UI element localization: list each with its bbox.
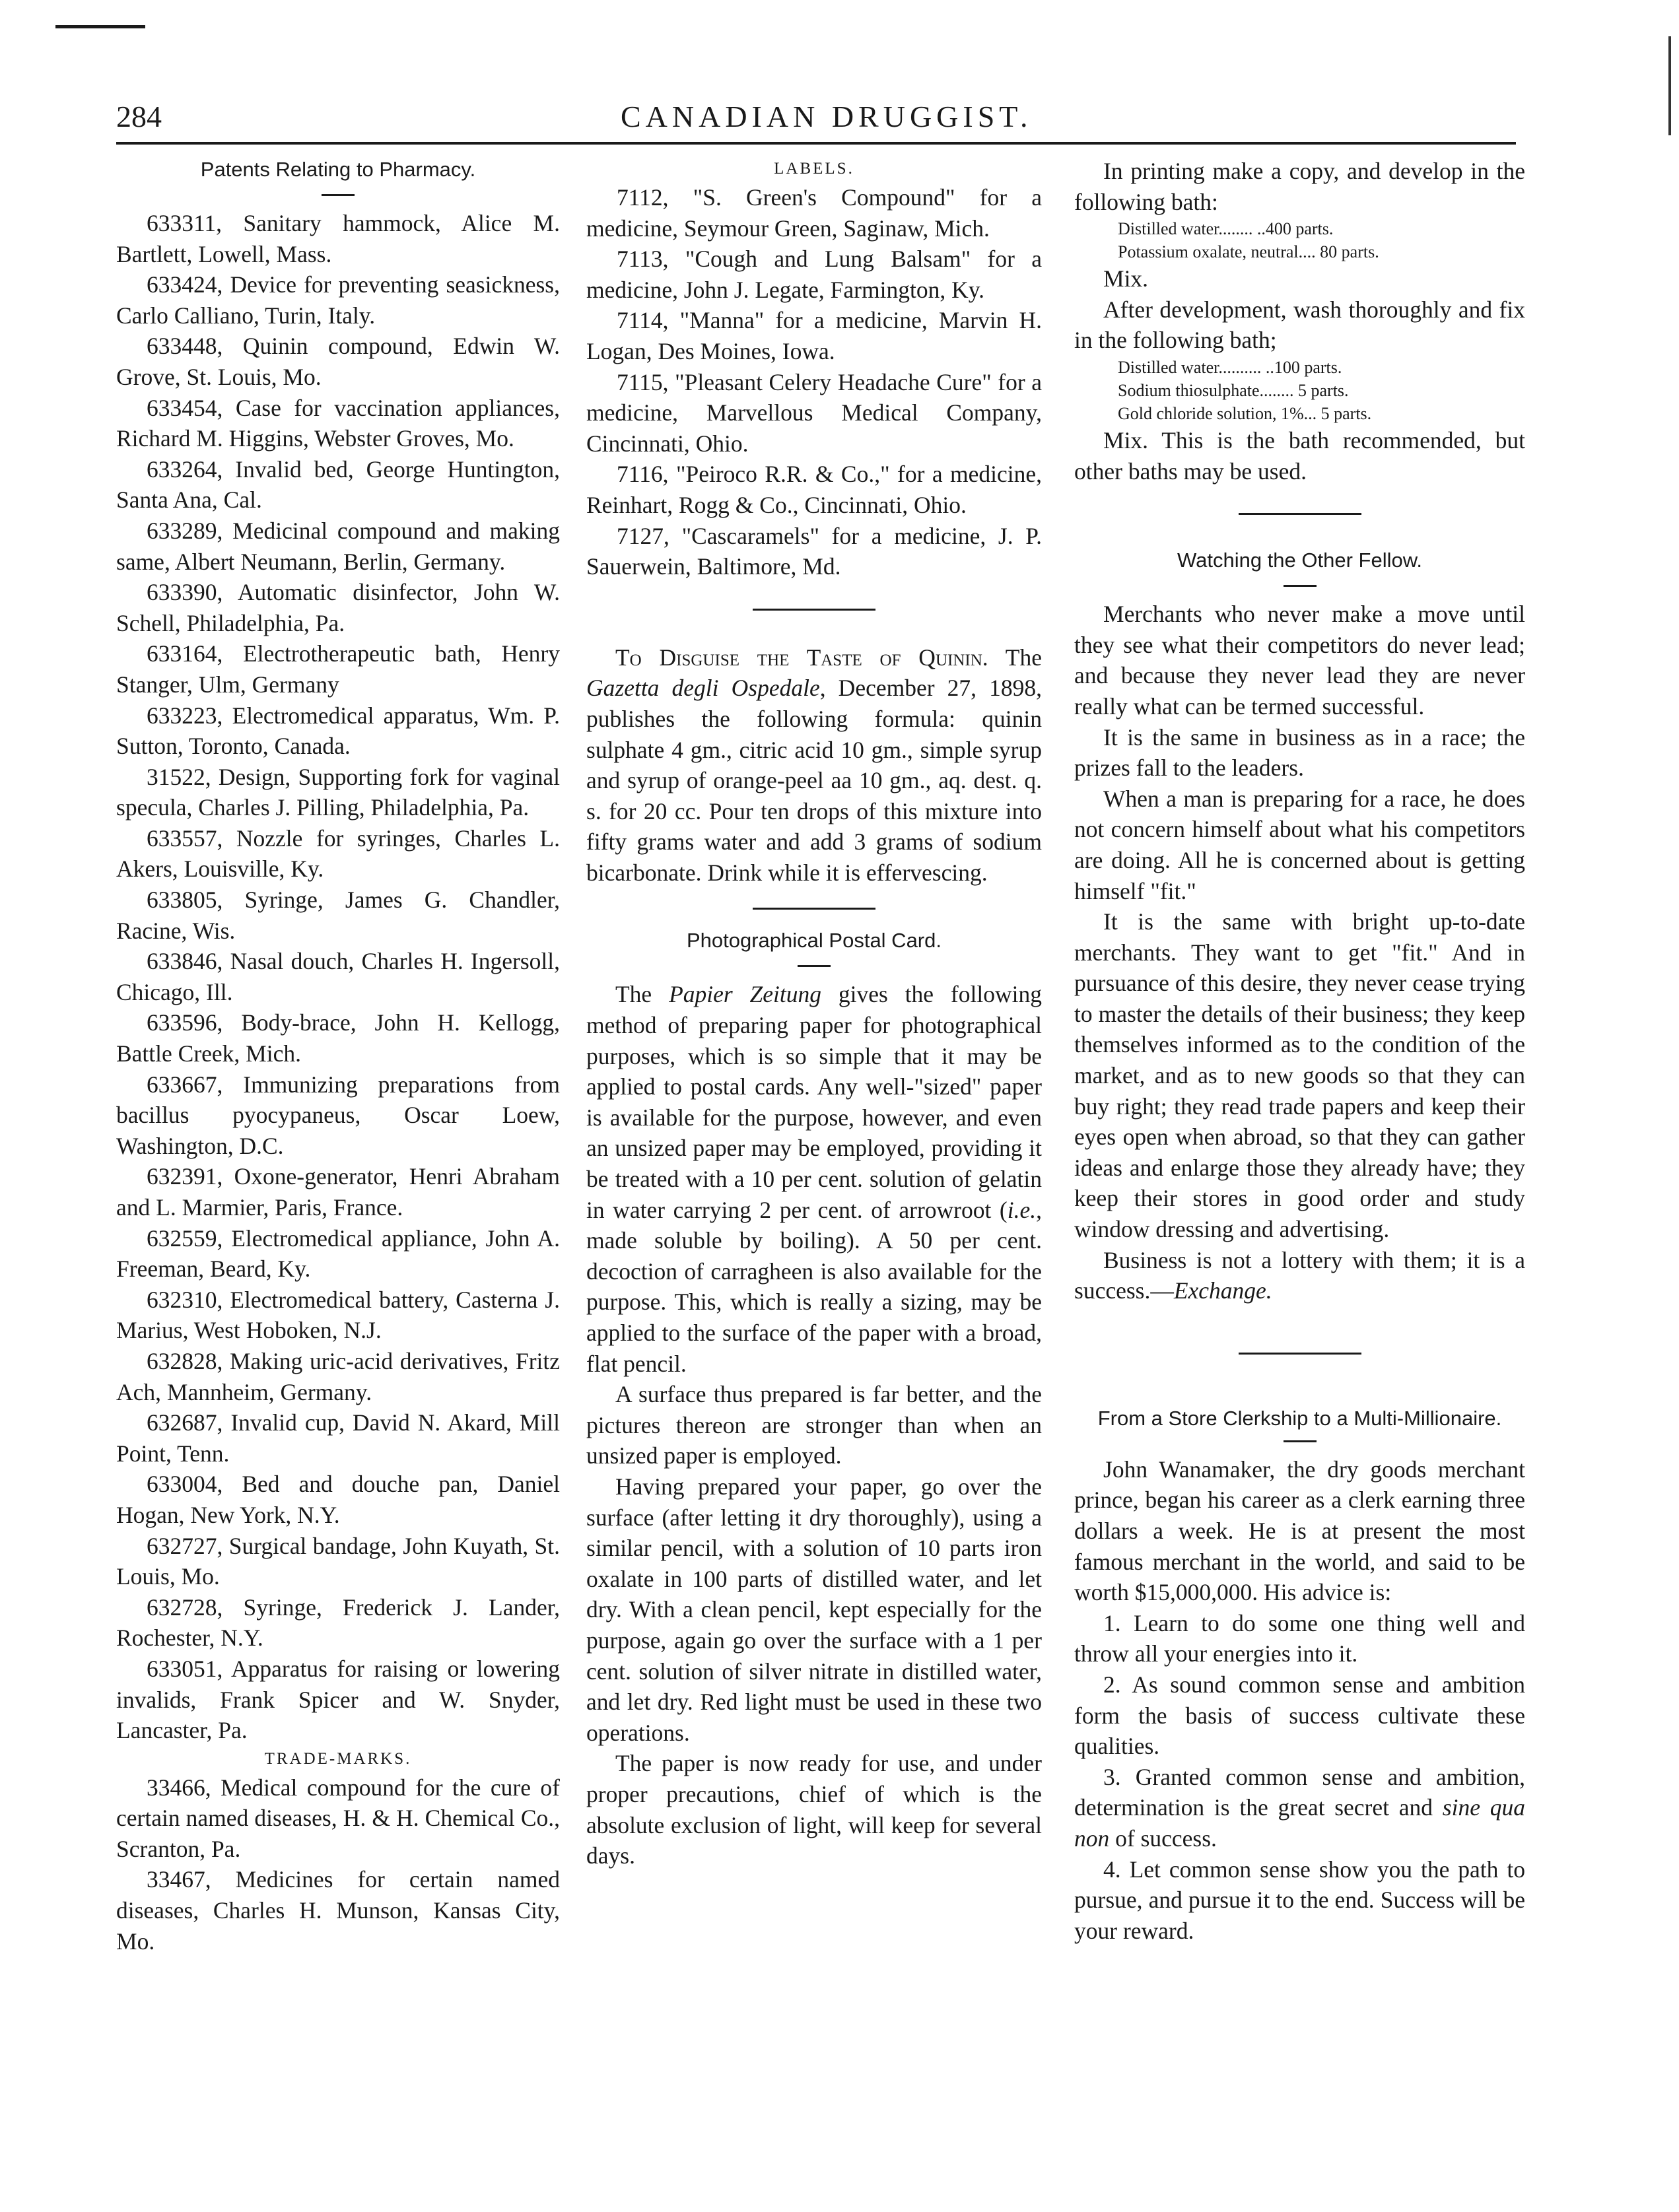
recipe-line: Sodium thiosulphate........ 5 parts. xyxy=(1118,380,1349,400)
advice-3-italic: sine qua non xyxy=(1074,1794,1525,1852)
quinin-paragraph xyxy=(586,642,1042,888)
patent-entry: 632828, Making uric-acid derivatives, Fritz Ach, Mannheim, Germany. xyxy=(116,1347,560,1405)
patent-entry: 633390, Automatic disinfector, John W. Schell, Philadelphia, Pa. xyxy=(116,579,560,636)
mix-1: Mix. xyxy=(1103,265,1149,292)
patent-entry: 633805, Syringe, James G. Chandler, Racine, Wis. xyxy=(116,887,560,944)
column-1 xyxy=(116,156,560,1957)
postal-paragraph-3: Having prepared your paper, go over the surface (after letting it dry thoroughly), using a similar pencil, with a solution of 10 parts iron oxalate in 100 parts of distilled water, and let dry. With a clean pencil, kept especially for the purpose, again go over the surface with a 1 per cent. solution of silver nitrate in distilled water, and let dry. Red light must be used in these two operations. xyxy=(586,1473,1042,1746)
quinin-publication: Gazetta degli Ospedale xyxy=(586,675,820,702)
patent-entry: 633264, Invalid bed, George Huntington, Santa Ana, Cal. xyxy=(116,455,560,514)
patent-entry: 632310, Electromedical battery, Casterna J. Marius, West Hoboken, N.J. xyxy=(116,1286,560,1344)
patent-entry: 633596, Body-brace, John H. Kellogg, Battle Creek, Mich. xyxy=(116,1009,560,1067)
advice-1: 1. Learn to do some one thing well and throw all your energies into it. xyxy=(1074,1609,1525,1667)
postal-heading: Photographical Postal Card. xyxy=(686,929,942,953)
patent-entry: 633846, Nasal douch, Charles H. Ingersoll, Chicago, Ill. xyxy=(116,948,560,1005)
watching-paragraph-4: It is the same with bright up-to-date merchants. They want to get "fit." And in pursuance of this desire, they never cease trying to master the details of their business; they keep themselves informed as to the condition of the market, and as to new goods so that they can buy right; they read trade papers and keep their eyes open when abroad, so that they can gather ideas and enlarge those they already have; they keep their stores in good order and study window dressing and advertising. xyxy=(1074,908,1525,1243)
label-entry: 7114, "Manna" for a medicine, Marvin H. Logan, Des Moines, Iowa. xyxy=(586,307,1042,364)
fix-bath-recipe xyxy=(1074,356,1525,425)
column-2 xyxy=(586,156,1042,1871)
mix-2: Mix. This is the bath recommended, but other baths may be used. xyxy=(1074,426,1525,485)
patent-entry: 633164, Electrotherapeutic bath, Henry Stanger, Ulm, Germany xyxy=(116,640,560,698)
trademark-entry: 33466, Medical compound for the cure of certain named diseases, H. & H. Chemical Co., Scranton, Pa. xyxy=(116,1774,560,1862)
header-rule xyxy=(116,142,1516,145)
postal-publication: Papier Zeitung xyxy=(669,981,822,1008)
patent-entry: 632727, Surgical bandage, John Kuyath, St. Louis, Mo. xyxy=(116,1532,560,1590)
advice-3 xyxy=(1074,1762,1525,1854)
label-entry: 7112, "S. Green's Compound" for a medicine, Seymour Green, Saginaw, Mich. xyxy=(586,184,1042,242)
watching-paragraph-2: It is the same in business as in a race; the prizes fall to the leaders. xyxy=(1074,723,1525,782)
printing-intro: In printing make a copy, and develop in the following bath: xyxy=(1074,158,1525,215)
patent-entry: 633448, Quinin compound, Edwin W. Grove, St. Louis, Mo. xyxy=(116,333,560,390)
patent-entry: 632687, Invalid cup, David N. Akard, Mill Point, Tenn. xyxy=(116,1409,560,1467)
patents-heading: Patents Relating to Pharmacy. xyxy=(200,158,476,181)
postal-p1-pre: The xyxy=(615,981,669,1008)
postal-paragraph-1 xyxy=(586,979,1042,1379)
section-rule xyxy=(753,609,875,611)
patent-entry: 632559, Electromedical appliance, John A. Freeman, Beard, Ky. xyxy=(116,1224,560,1283)
patent-entry: 31522, Design, Supporting fork for vaginal specula, Charles J. Pilling, Philadelphia, Pa. xyxy=(116,763,560,821)
after-development: After development, wash thoroughly and fix in the following bath; xyxy=(1074,296,1525,354)
labels-heading: LABELS. xyxy=(774,160,854,178)
wanamaker-heading: From a Store Clerkship to a Multi-Millionaire. xyxy=(1097,1406,1502,1430)
section-rule xyxy=(1239,513,1361,515)
label-entry: 7127, "Cascaramels" for a medicine, J. P. Sauerwein, Baltimore, Md. xyxy=(586,522,1042,580)
patent-entry: 633424, Device for preventing seasickness, Carlo Calliano, Turin, Italy. xyxy=(116,271,560,329)
patent-entry: 633223, Electromedical apparatus, Wm. P. Sutton, Toronto, Canada. xyxy=(116,702,560,760)
section-rule xyxy=(1239,1353,1361,1355)
patent-entry: 633051, Apparatus for raising or lowering invalids, Frank Spicer and W. Snyder, Lancaster, Pa. xyxy=(116,1655,560,1744)
quinin-text-pre: The xyxy=(988,644,1042,671)
advice-3-post: of success. xyxy=(1109,1825,1217,1852)
patent-entry: 633289, Medicinal compound and making same, Albert Neumann, Berlin, Germany. xyxy=(116,517,560,575)
postal-p1-b: , made soluble by boiling). A 50 per cent. decoction of carragheen is also available for the purpose. This, which is really a sizing, may be applied to the surface of the paper with a broad, flat pencil. xyxy=(586,1196,1042,1377)
advice-3-pre: 3. Granted common sense and ambition, determination is the great secret and xyxy=(1074,1763,1525,1821)
heading-dash xyxy=(322,194,355,196)
advice-4: 4. Let common sense show you the path to pursue, and pursue it to the end. Success will be your reward. xyxy=(1074,1856,1525,1944)
postal-paragraph-2: A surface thus prepared is far better, and the pictures thereon are stronger than when an unsized paper is employed. xyxy=(586,1381,1042,1469)
wanamaker-paragraph: John Wanamaker, the dry goods merchant prince, began his career as a clerk earning three dollars a week. He is at present the most famous merchant in the world, and said to be worth $15,000,000. His advice is: xyxy=(1074,1456,1525,1606)
patent-entry: 632728, Syringe, Frederick J. Lander, Rochester, N.Y. xyxy=(116,1593,560,1652)
advice-2: 2. As sound common sense and ambition form the basis of success cultivate these qualities. xyxy=(1074,1671,1525,1760)
quinin-title: To Disguise the Taste of Quinin. xyxy=(615,644,988,671)
trademark-entry: 33467, Medicines for certain named diseases, Charles H. Munson, Kansas City, Mo. xyxy=(116,1866,560,1955)
section-rule xyxy=(753,908,875,910)
recipe-line: Gold chloride solution, 1%... 5 parts. xyxy=(1118,403,1372,423)
heading-dash xyxy=(1284,1440,1317,1442)
watching-paragraph-5 xyxy=(1074,1245,1525,1306)
recipe-line: Potassium oxalate, neutral.... 80 parts. xyxy=(1118,242,1379,262)
recipe-line: Distilled water........ ..400 parts. xyxy=(1118,219,1334,239)
develop-bath-recipe xyxy=(1074,217,1525,263)
patent-entry: 633311, Sanitary hammock, Alice M. Bartlett, Lowell, Mass. xyxy=(116,210,560,267)
postal-ie: i.e. xyxy=(1007,1196,1037,1223)
patent-entry: 633004, Bed and douche pan, Daniel Hogan, New York, N.Y. xyxy=(116,1471,560,1528)
heading-dash xyxy=(798,965,831,967)
top-left-rule xyxy=(55,25,145,28)
trademarks-heading: TRADE-MARKS. xyxy=(264,1749,412,1768)
label-entry: 7115, "Pleasant Celery Headache Cure" for a medicine, Marvellous Medical Company, Cincinnati, Ohio. xyxy=(586,368,1042,457)
running-head: CANADIAN DRUGGIST. xyxy=(621,100,1033,133)
patent-entry: 633557, Nozzle for syringes, Charles L. Akers, Louisville, Ky. xyxy=(116,824,560,883)
heading-dash xyxy=(1284,585,1317,587)
patent-entry: 633667, Immunizing preparations from bacillus pyocypaneus, Oscar Loew, Washington, D.C. xyxy=(116,1071,560,1159)
recipe-line: Distilled water.......... ..100 parts. xyxy=(1118,357,1342,377)
patent-entry: 632391, Oxone-generator, Henri Abraham and L. Marmier, Paris, France. xyxy=(116,1163,560,1221)
label-entry: 7116, "Peiroco R.R. & Co.," for a medicine, Reinhart, Rogg & Co., Cincinnati, Ohio. xyxy=(586,461,1042,518)
label-entry: 7113, "Cough and Lung Balsam" for a medicine, John J. Legate, Farmington, Ky. xyxy=(586,246,1042,303)
quinin-text-post: , December 27, 1898, publishes the following formula: quinin sulphate 4 gm., citric acid 10 gm., simple syrup and syrup of orange-peel aa 10 gm., aq. dest. q. s. for 20 cc. Pour ten drops of this mixture into fifty grams water and add 3 grams of sodium bicarbonate. Drink while it is effervescing. xyxy=(586,675,1042,886)
patent-entry: 633454, Case for vaccination appliances, Richard M. Higgins, Webster Groves, Mo. xyxy=(116,394,560,452)
watching-source: Exchange. xyxy=(1173,1277,1272,1304)
watching-paragraph-3: When a man is preparing for a race, he does not concern himself about what his competitors are doing. All he is concerned about is getting himself "fit." xyxy=(1074,785,1525,904)
postal-p1-a: gives the following method of preparing paper for photographical purposes, which is so simple that it may be applied to postal cards. Any well-"sized" paper is available for the purpose, however, and even an unsized paper may be employed, providing it be treated with a 10 per cent. solution of gelatin in water carrying 2 per cent. of arrowroot ( xyxy=(586,981,1042,1223)
watching-heading: Watching the Other Fellow. xyxy=(1177,549,1423,572)
page-edge-mark xyxy=(1668,36,1671,135)
postal-paragraph-4: The paper is now ready for use, and under proper precautions, chief of which is the absolute exclusion of light, will keep for several days. xyxy=(586,1750,1042,1869)
page-number: 284 xyxy=(116,100,162,133)
watching-p5-pre: Business is not a lottery with them; it is a success.— xyxy=(1074,1246,1525,1304)
column-3 xyxy=(1074,156,1525,1946)
watching-paragraph-1: Merchants who never make a move until they see what their competitors do never lead; and because they never lead they are never really what can be termed successful. xyxy=(1074,601,1525,720)
